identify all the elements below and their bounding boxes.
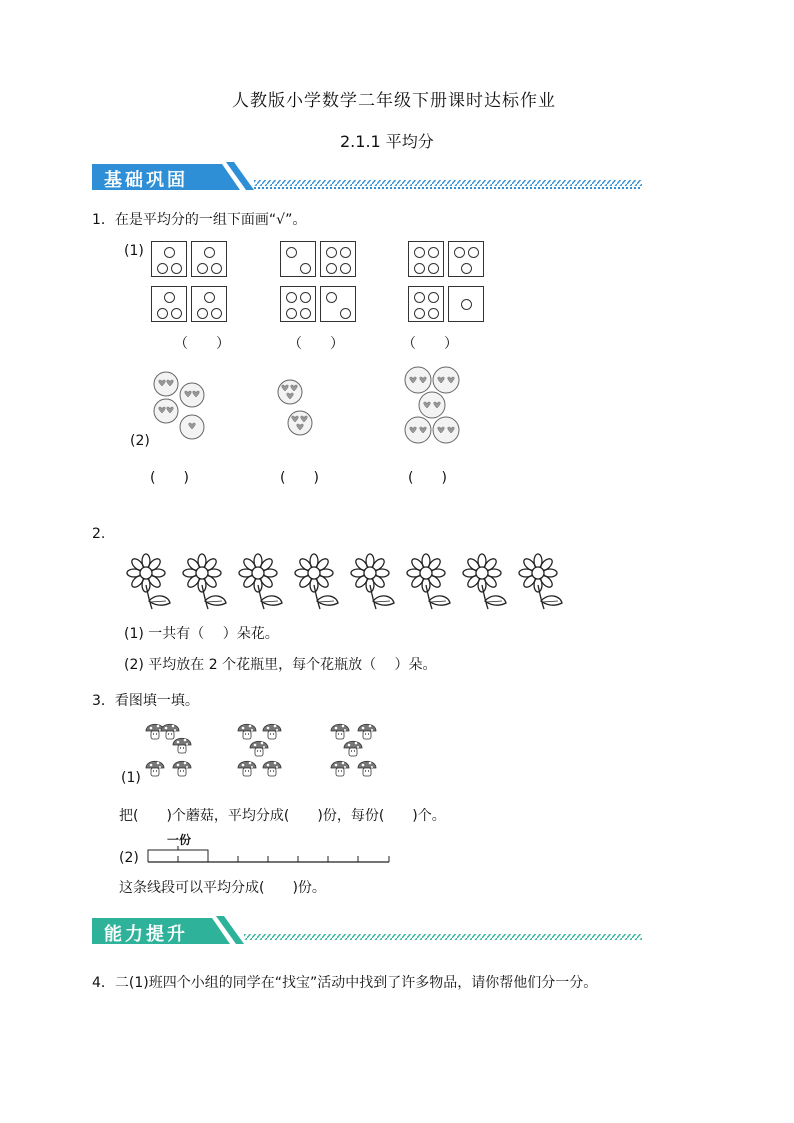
q2-sub2: (2) 平均放在 2 个花瓶里，每个花瓶放（ ）朵。: [124, 657, 437, 673]
q3-part1-label: (1): [121, 770, 141, 786]
q3-part1-text: 把( )个蘑菇，平均分成( )份，每份( )个。: [119, 808, 446, 824]
section-title-basic: 基础巩固: [104, 170, 188, 191]
q3-part2-text: 这条线段可以平均分成( )份。: [119, 880, 326, 896]
q1-part2-label: (2): [130, 433, 150, 449]
question-4: 4．二(1)班四个小组的同学在“找宝”活动中找到了许多物品，请你帮他们分一分。: [92, 975, 598, 991]
question-2-number: 2.: [92, 526, 106, 542]
q1-answer-d[interactable]: ( ): [150, 470, 189, 486]
q1-part1-label: (1): [124, 243, 144, 259]
q1-answer-f[interactable]: ( ): [408, 470, 447, 486]
page-subtitle: 2.1.1 平均分: [340, 132, 434, 151]
q1-answer-e[interactable]: ( ): [280, 470, 319, 486]
q1-answer-a[interactable]: （ ）: [174, 336, 230, 352]
brace-label: 一份: [167, 833, 192, 847]
page-title: 人教版小学数学二年级下册课时达标作业: [232, 91, 556, 111]
q3-part2-label: (2): [119, 850, 139, 866]
question-1: 1．在是平均分的一组下面画“√”。: [92, 212, 307, 228]
section-title-advanced: 能力提升: [104, 924, 188, 945]
q2-sub1: (1) 一共有（ ）朵花。: [124, 626, 279, 642]
question-3: 3．看图填一填。: [92, 693, 199, 709]
q1-answer-b[interactable]: （ ）: [288, 336, 344, 352]
q1-answer-c[interactable]: （ ）: [402, 336, 458, 352]
